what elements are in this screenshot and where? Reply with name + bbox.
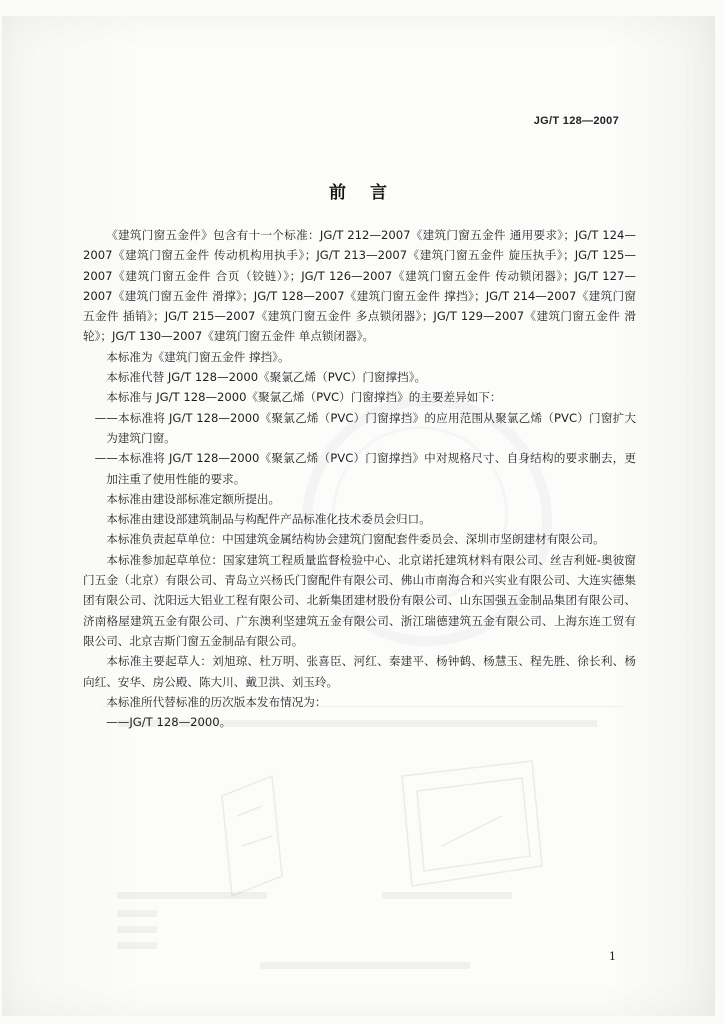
page-number: 1 (609, 950, 616, 963)
standard-code: JG/T 128—2007 (533, 115, 619, 127)
show-through-text (260, 962, 470, 969)
show-through-text (117, 910, 157, 917)
paragraph-proposed-by: 本标准由建设部标准定额所提出。 (106, 491, 281, 506)
document-page (2, 16, 715, 1016)
paragraph-version-history-intro: 本标准所代替标准的历次版本发布情况为： (106, 694, 327, 709)
page-title: 前言 (329, 183, 411, 203)
show-through-text (117, 926, 157, 933)
paragraph-standard-name: 本标准为《建筑门窗五金件 撑挡》。 (106, 349, 290, 364)
paragraph-replaces: 本标准代替 JG/T 128—2000《聚氯乙烯（PVC）门窗撑挡》。 (106, 370, 427, 385)
paragraph-differences-intro: 本标准与 JG/T 128—2000《聚氯乙烯（PVC）门窗撑挡》的主要差异如下： (106, 390, 502, 405)
show-through-figure (202, 756, 672, 936)
show-through-text (117, 942, 157, 949)
show-through-text (117, 892, 267, 899)
paragraph-series-overview: 《建筑门窗五金件》包含有十一个标准：JG/T 212—2007《建筑门窗五金件 通用要求》；JG/T 124—2007《建筑门窗五金件 传动机构用执手》；JG/T 213—2007《建筑门窗五金件 旋压执手》；JG/T 125—2007《建筑门窗五金件 合页（铰链）》；JG/T 126—2007《建筑门窗五金件 传动锁闭器》；JG/T 127—2007《建筑门窗五金件 滑撑》；JG/T 128—2007《建筑门窗五金件 撑挡》；JG/T 214—2007《建筑门窗五金件 插销》；JG/T 215—2007《建筑门窗五金件 多点锁闭器》；JG/T 129—2007《建筑门窗五金件 滑轮》；JG/T 130—2007《建筑门窗五金件 单点锁闭器》。 (83, 228, 636, 344)
paragraph-lead-drafters: 本标准负责起草单位：中国建筑金属结构协会建筑门窗配套件委员会、深圳市坚朗建材有限公司。 (106, 532, 605, 547)
paragraph-centralized-by: 本标准由建设部建筑制品与构配件产品标准化技术委员会归口。 (106, 512, 431, 527)
paragraph-main-drafters: 本标准主要起草人：刘旭琼、杜万明、张喜臣、河红、秦建平、杨钟鹤、杨慧玉、程先胜、徐长利、杨向红、安华、房公殿、陈大川、戴卫洪、刘玉玲。 (83, 654, 636, 689)
difference-item-scope: ——本标准将 JG/T 128—2000《聚氯乙烯（PVC）门窗撑挡》的应用范围从聚氯乙烯（PVC）门窗扩大为建筑门窗。 (94, 410, 636, 445)
foreword-body (83, 225, 636, 732)
version-history-item: ——JG/T 128—2000。 (106, 715, 232, 730)
paragraph-participating-drafters: 本标准参加起草单位：国家建筑工程质量监督检验中心、北京诺托建筑材料有限公司、丝吉利娅-奥彼窗门五金（北京）有限公司、青岛立兴杨氏门窗配件有限公司、佛山市南海合和兴实业有限公司、大连实德集团有限公司、沈阳远大铝业工程有限公司、北新集团建材股份有限公司、山东国强五金制品集团有限公司、济南格屋建筑五金有限公司、广东澳利坚建筑五金有限公司、浙江瑞德建筑五金有限公司、上海东连工贸有限公司、北京吉斯门窗五金制品有限公司。 (83, 552, 636, 648)
difference-item-requirements: ——本标准将 JG/T 128—2000《聚氯乙烯（PVC）门窗撑挡》中对规格尺寸、自身结构的要求删去，更加注重了使用性能的要求。 (94, 451, 636, 486)
show-through-text (382, 892, 512, 899)
